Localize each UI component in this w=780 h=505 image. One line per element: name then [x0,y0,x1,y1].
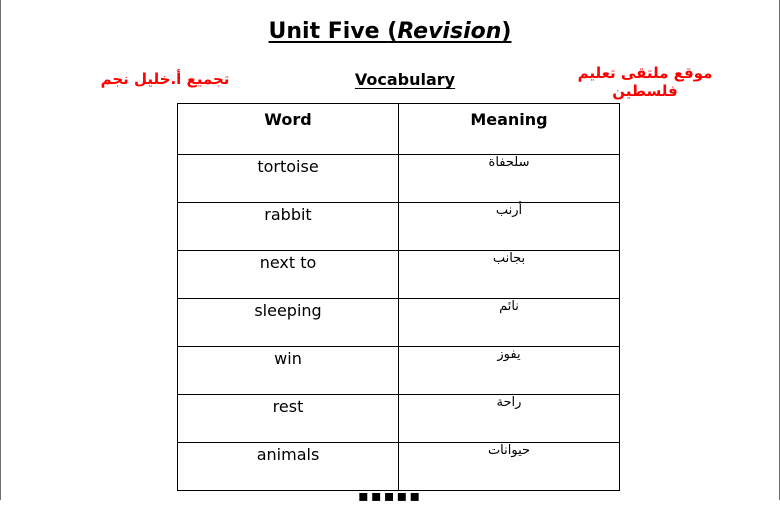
word-text: rabbit [264,205,312,224]
title-italic: Revision [397,19,502,44]
table-row [178,251,620,299]
meaning-cell [399,203,620,251]
compiler-credit: تجميع أ.خليل نجم [100,70,230,88]
header-word: Word [178,104,399,155]
table-row [178,443,620,491]
table-row [178,203,620,251]
site-credit: موقع ملتقى تعليم فلسطين [577,64,713,100]
meaning-text: حيوانات [487,443,531,458]
word-cell [178,395,399,443]
word-cell [178,299,399,347]
meaning-cell [399,395,620,443]
meaning-cell [399,347,620,395]
table-row [178,155,620,203]
cropped-next-heading [335,486,445,505]
meaning-cell [399,443,620,491]
cropped-text-glyph: ▪▪▪▪▪ [357,486,423,505]
meaning-text: بجانب [492,251,526,266]
vocabulary-table [177,103,620,491]
table-row [178,299,620,347]
document-title [0,18,780,46]
title-main: Unit Five [268,19,388,44]
word-cell [178,203,399,251]
table-header-row [178,104,620,155]
header-meaning: Meaning [399,104,620,155]
title-paren-close: ) [501,19,512,44]
meaning-text: نائم [499,299,519,314]
meaning-text: أرنب [495,203,523,218]
meaning-cell [399,299,620,347]
meaning-cell [399,155,620,203]
word-text: tortoise [257,157,319,176]
title-paren-open: ( [387,19,398,44]
table-row [178,395,620,443]
meaning-cell [399,251,620,299]
meaning-text: سلحفاة [488,155,530,170]
word-text: sleeping [254,301,322,320]
word-text: win [274,349,302,368]
table-row [178,347,620,395]
section-heading: Vocabulary [354,70,456,89]
word-cell [178,443,399,491]
word-text: next to [259,253,317,272]
word-cell [178,155,399,203]
meaning-text: راحة [496,395,522,410]
word-text: rest [272,397,304,416]
word-cell [178,347,399,395]
meaning-text: يفوز [497,347,521,362]
word-cell [178,251,399,299]
word-text: animals [256,445,320,464]
title-underlined [269,19,512,44]
